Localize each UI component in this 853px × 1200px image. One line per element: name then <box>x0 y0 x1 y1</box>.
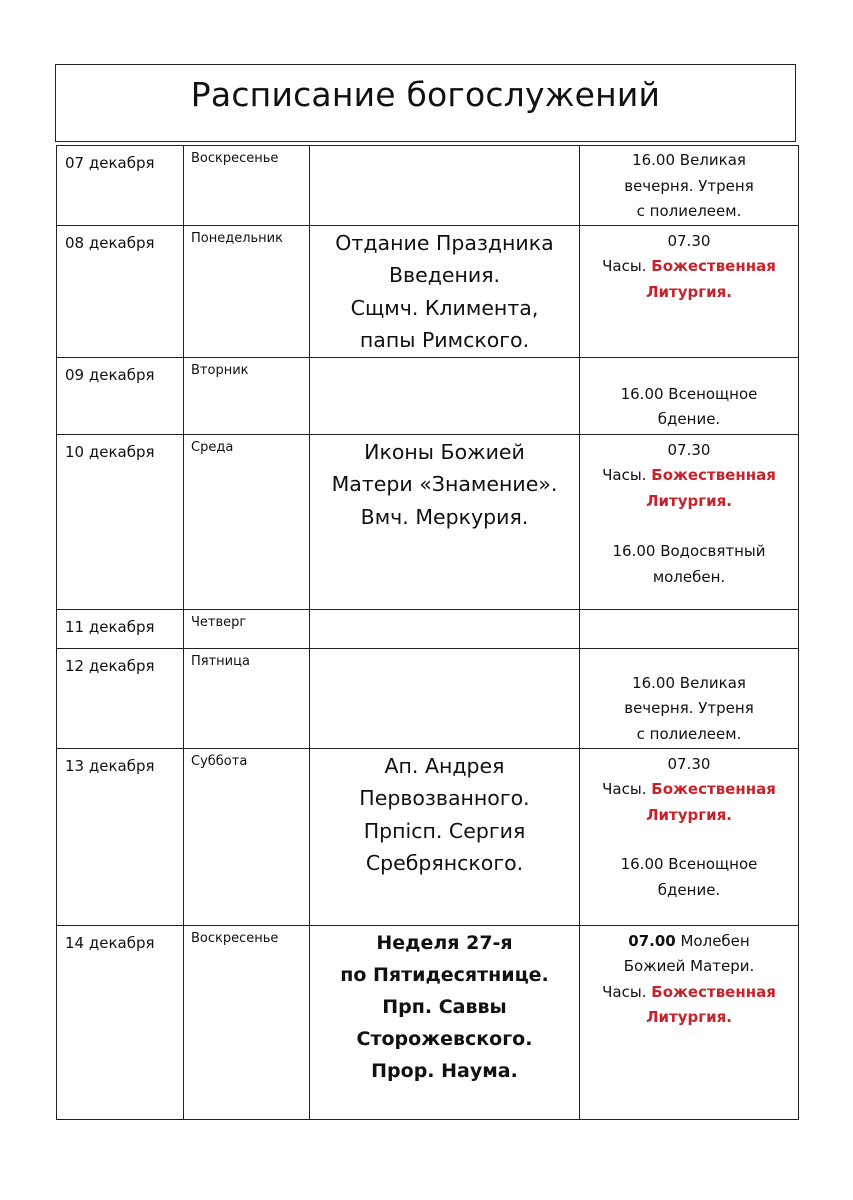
date: 08 декабря <box>65 233 155 252</box>
services-cell <box>580 225 799 357</box>
feast-line: Матери «Знамение». <box>331 472 558 496</box>
feast-line: Введения. <box>388 263 501 287</box>
service-time: 07.30 <box>667 440 711 459</box>
table-row <box>57 925 799 1119</box>
day-cell <box>184 648 310 748</box>
date: 07 декабря <box>65 154 155 172</box>
feast-line: Сщмч. Климента, <box>350 295 539 320</box>
service-time: 07.30 <box>667 231 711 250</box>
feast-cell <box>310 225 580 357</box>
feast-cell <box>310 609 580 648</box>
date-cell <box>57 925 184 1119</box>
table-row <box>57 146 799 226</box>
feast-line: Прпісп. Сергия <box>363 818 526 843</box>
feast-cell <box>310 357 580 434</box>
feast-line: папы Римского. <box>359 328 530 352</box>
feast-line: Прор. Наума. <box>371 1059 518 1082</box>
services-cell <box>580 925 799 1119</box>
title-box <box>55 64 796 142</box>
services-cell <box>580 434 799 609</box>
weekday: Воскресенье <box>191 151 279 166</box>
date: 12 декабря <box>65 656 155 675</box>
weekday: Четверг <box>191 614 247 630</box>
service-line: Божией Матери. <box>623 957 755 975</box>
day-cell <box>184 357 310 434</box>
date: 13 декабря <box>65 756 155 775</box>
date: 09 декабря <box>65 365 155 384</box>
weekday: Пятница <box>191 653 250 669</box>
service-line: 16.00 Великая <box>632 673 746 692</box>
feast-line: Отдание Праздника <box>335 230 554 255</box>
liturgy-label: Литургия. <box>646 491 732 510</box>
service-line: 16.00 Всенощное <box>620 384 758 403</box>
date-cell <box>57 609 184 648</box>
feast-cell <box>310 648 580 748</box>
liturgy-label: Божественная <box>651 780 776 798</box>
day-cell <box>184 225 310 357</box>
day-cell <box>184 925 310 1119</box>
service-prefix: Часы. <box>602 982 647 1001</box>
service-line: вечерня. Утреня <box>624 699 754 717</box>
feast-cell <box>310 434 580 609</box>
date: 14 декабря <box>65 933 155 952</box>
service-line: 16.00 Великая <box>632 151 746 169</box>
feast-line: Прп. Саввы <box>382 995 507 1018</box>
table-row <box>57 609 799 648</box>
feast-cell <box>310 748 580 925</box>
services-cell <box>580 648 799 748</box>
liturgy-label: Литургия. <box>646 1008 732 1026</box>
services-cell <box>580 357 799 434</box>
date-cell <box>57 648 184 748</box>
service-prefix: Часы. <box>602 257 647 275</box>
liturgy-label: Божественная <box>651 257 776 275</box>
table-row <box>57 357 799 434</box>
service-line: 16.00 Всенощное <box>620 855 758 873</box>
service-time: 07.30 <box>667 754 711 773</box>
table-row <box>57 648 799 748</box>
feast-line: Иконы Божией <box>364 439 525 464</box>
table-row <box>57 225 799 357</box>
feast-line: Сребрянского. <box>365 851 524 875</box>
feast-line: Сторожевского. <box>356 1027 533 1050</box>
weekday: Среда <box>191 439 234 455</box>
feast-line: Первозванного. <box>359 786 530 810</box>
service-line: с полиелеем. <box>636 202 742 220</box>
weekday: Суббота <box>191 753 248 769</box>
date-cell <box>57 748 184 925</box>
liturgy-label: Литургия. <box>646 282 732 301</box>
service-line: с полиелеем. <box>636 724 742 743</box>
day-cell <box>184 748 310 925</box>
date-cell <box>57 357 184 434</box>
service-line: Молебен <box>675 931 750 950</box>
service-prefix: Часы. <box>602 466 647 484</box>
feast-line: по Пятидесятнице. <box>340 963 549 986</box>
page-title: Расписание богослужений <box>190 75 661 114</box>
liturgy-label: Божественная <box>651 466 776 484</box>
day-cell <box>184 434 310 609</box>
table-row <box>57 748 799 925</box>
table-row <box>57 434 799 609</box>
feast-cell <box>310 146 580 226</box>
day-cell <box>184 609 310 648</box>
services-cell <box>580 748 799 925</box>
day-cell <box>184 146 310 226</box>
feast-cell <box>310 925 580 1119</box>
service-line: бдение. <box>657 880 721 899</box>
feast-line: Ап. Андрея <box>384 753 505 778</box>
date: 11 декабря <box>65 617 155 636</box>
service-line: вечерня. Утреня <box>624 176 754 195</box>
liturgy-label: Литургия. <box>646 805 732 824</box>
services-cell <box>580 609 799 648</box>
date: 10 декабря <box>65 442 155 461</box>
weekday: Воскресенье <box>191 930 279 946</box>
service-line: молебен. <box>652 567 726 586</box>
feast-line: Неделя 27-я <box>376 931 513 954</box>
date-cell <box>57 225 184 357</box>
service-prefix: Часы. <box>602 780 647 798</box>
weekday: Понедельник <box>191 230 283 246</box>
date-cell <box>57 146 184 226</box>
service-line: 16.00 Водосвятный <box>612 542 766 560</box>
date-cell <box>57 434 184 609</box>
feast-line: Вмч. Меркурия. <box>360 504 529 529</box>
service-time: 07.00 <box>628 931 676 950</box>
schedule-table <box>56 145 799 1120</box>
liturgy-label: Божественная <box>651 982 776 1001</box>
weekday: Вторник <box>191 362 249 378</box>
services-cell <box>580 146 799 226</box>
service-line: бдение. <box>657 410 721 428</box>
